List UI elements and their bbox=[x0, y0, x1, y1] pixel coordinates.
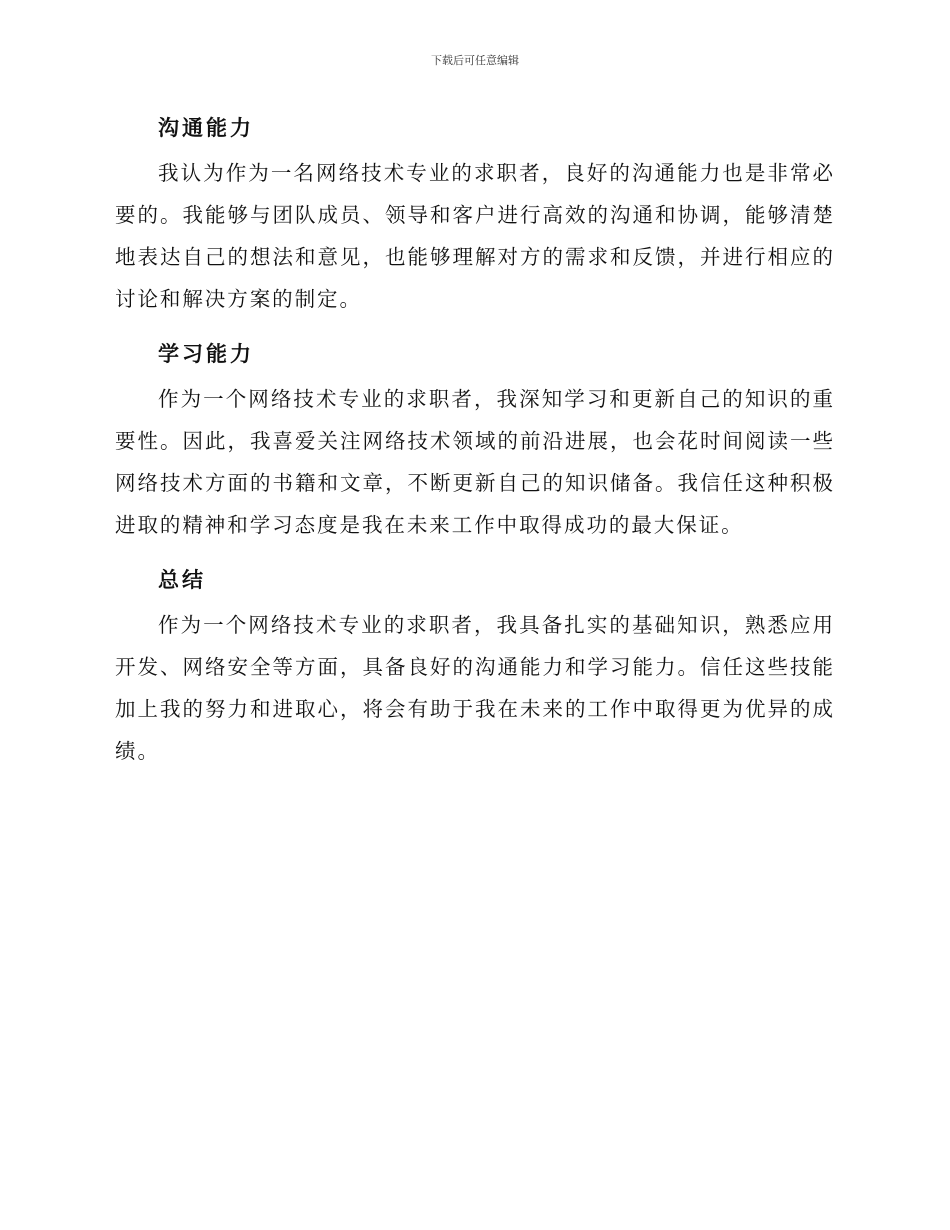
document-body bbox=[115, 110, 835, 788]
page-header-note: 下载后可任意编辑 bbox=[431, 54, 519, 67]
section-paragraph: 我认为作为一名网络技术专业的求职者，良好的沟通能力也是非常必要的。我能够与团队成员、领导和客户进行高效的沟通和协调，能够清楚地表达自己的想法和意见，也能够理解对方的需求和反馈，并进行相应的讨论和解决方案的制定。 bbox=[115, 161, 835, 311]
section-heading: 学习能力 bbox=[158, 342, 254, 366]
section-paragraph: 作为一个网络技术专业的求职者，我深知学习和更新自己的知识的重要性。因此，我喜爱关注网络技术领域的前沿进展，也会花时间阅读一些网络技术方面的书籍和文章，不断更新自己的知识储备。我信任这种积极进取的精神和学习态度是我在未来工作中取得成功的最大保证。 bbox=[115, 387, 835, 537]
section-heading: 总结 bbox=[158, 568, 206, 592]
section-learning bbox=[115, 336, 835, 546]
section-communication bbox=[115, 110, 835, 320]
section-paragraph: 作为一个网络技术专业的求职者，我具备扎实的基础知识，熟悉应用开发、网络安全等方面，具备良好的沟通能力和学习能力。信任这些技能加上我的努力和进取心，将会有助于我在未来的工作中取得更为优异的成绩。 bbox=[115, 613, 835, 763]
section-summary bbox=[115, 562, 835, 772]
section-heading: 沟通能力 bbox=[158, 116, 254, 140]
